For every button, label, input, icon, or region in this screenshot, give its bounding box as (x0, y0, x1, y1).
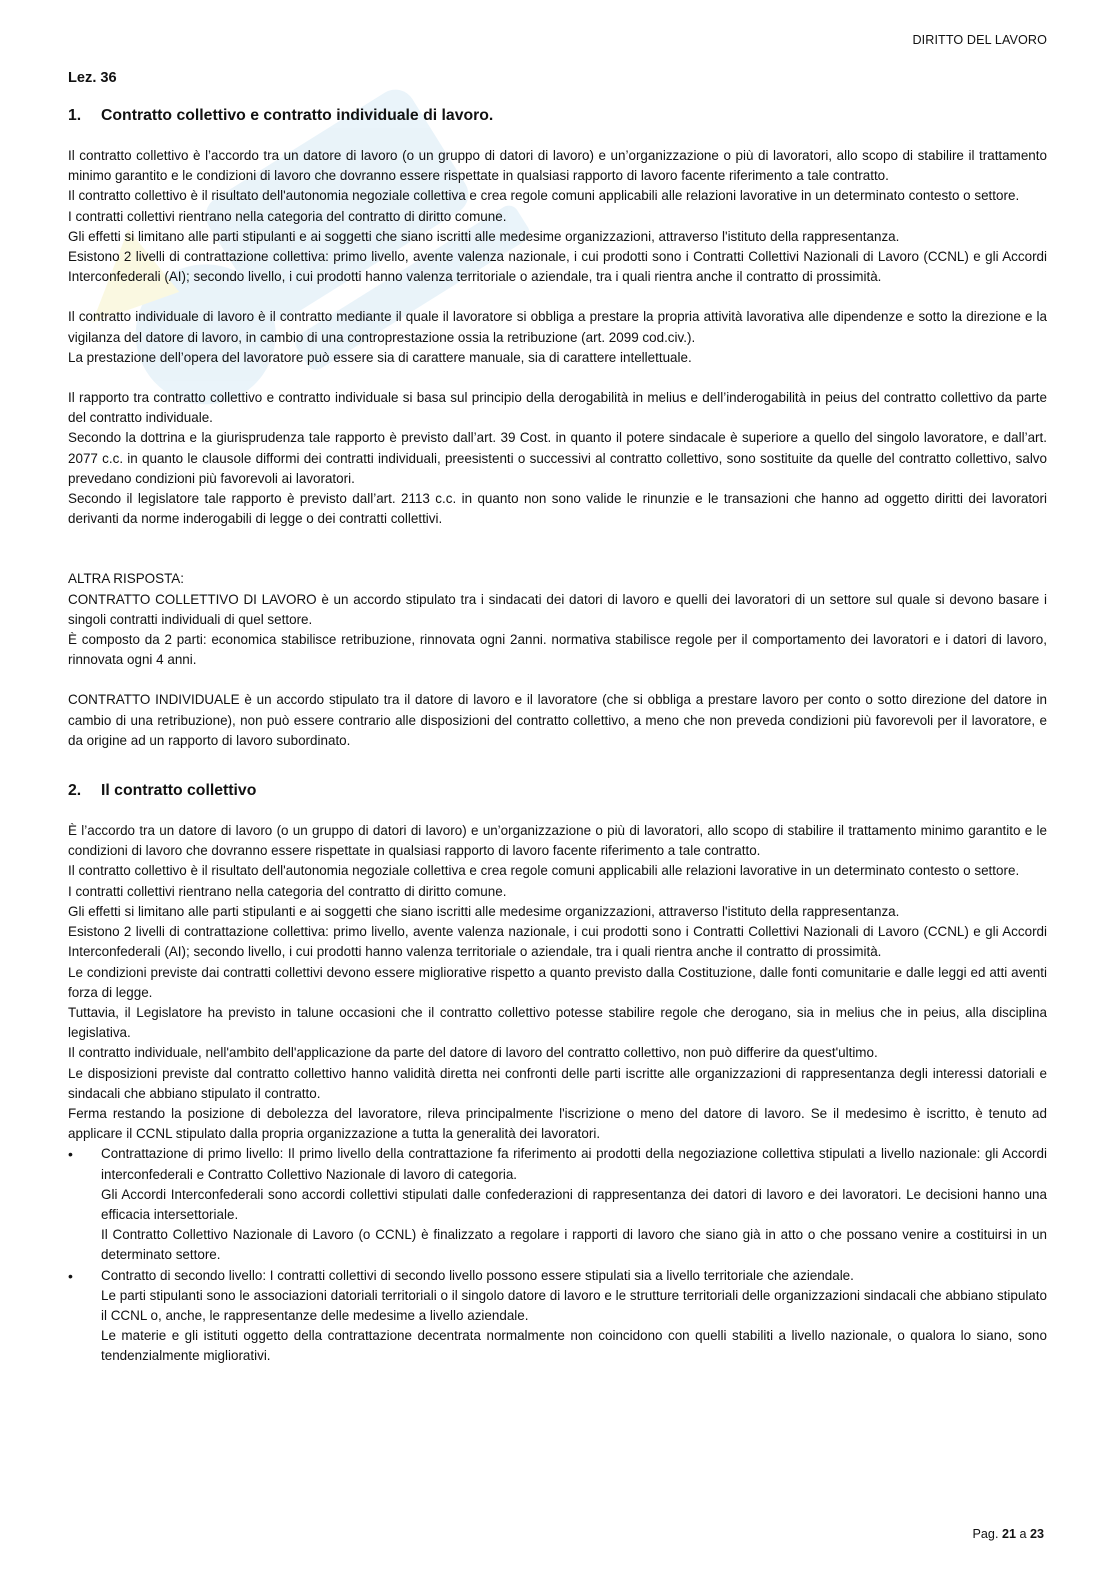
section-1-number: 1. (68, 107, 82, 124)
paragraph: Secondo la dottrina e la giurisprudenza tale rapporto è previsto dall’art. 39 Cost. in quanto il potere sindacale è superiore a quello del singolo lavoratore, e dall’art. 2077 c.c. in quanto le clausole difformi dei contratti individuali, preesistenti o successivi al contratto collettivo, sono sostituite da quelle del contratto collettivo, salvo prevedano condizioni più favorevoli ai lavoratori. (68, 430, 1047, 486)
list-item-text: • Contratto di secondo livello: I contratti collettivi di secondo livello possono essere stipulati sia a livello territoriale che aziendale. (101, 1267, 854, 1283)
section-1-heading (68, 106, 1047, 126)
document-body (68, 68, 1047, 1367)
page-separator: a (1019, 1527, 1027, 1541)
section-2-number: 2. (68, 782, 82, 800)
paragraph: Tuttavia, il Legislatore ha previsto in talune occasioni che il contratto collettivo potesse stabilire regole che derogano, sia in melius che in peius, alla disciplina legislativa. (68, 1004, 1047, 1041)
list-item-text: • Contrattazione di primo livello: Il primo livello della contrattazione fa riferimento ai prodotti della negoziazione collettiva stipulati a livello nazionale: gli Accordi interconfederali e Contratto Collettivo Nazionale di lavoro di categoria. (101, 1146, 1047, 1182)
page-total: 23 (1029, 1527, 1044, 1541)
section-2-heading (68, 781, 1047, 801)
paragraph: Le disposizioni previste dal contratto collettivo hanno validità diretta nei confronti delle parti iscritte alle organizzazioni di rappresentanza degli interessi datoriali e sindacali che abbiano stipulato il contratto. (68, 1065, 1047, 1101)
contract-levels-list (68, 1144, 1047, 1366)
section-1-title: Contratto collettivo e contratto individuale di lavoro. (101, 107, 494, 124)
list-item-text: Le materie e gli istituti oggetto della contrattazione decentrata normalmente non coincidono con quelli stabiliti a livello nazionale, o qualora lo siano, sono tendenzialmente migliorativi. (101, 1328, 1047, 1364)
paragraph: È composto da 2 parti: economica stabilisce retribuzione, rinnovata ogni 2anni. normativa stabilisce regole per il comportamento dei lavoratori e i datori di lavoro, rinnovata ogni 4 anni. (68, 632, 1047, 668)
list-item-text: Gli Accordi Interconfederali sono accordi collettivi stipulati dalle confederazioni di rappresentanza dei datori di lavoro e dei lavoratori. Le decisioni hanno una efficacia intersettoriale. (101, 1186, 1047, 1222)
list-item-text: Il Contratto Collettivo Nazionale di Lavoro (o CCNL) è finalizzato a regolare i rapporti di lavoro che siano già in atto o che possano venire a costituirsi in un determinato settore. (101, 1227, 1047, 1263)
list-item (68, 1144, 1047, 1265)
lesson-label: Lez. 36 (68, 70, 117, 86)
list-item-text: Le parti stipulanti sono le associazioni datoriali territoriali o il singolo datore di lavoro e le strutture territoriali delle organizzazioni sindacali che abbiano stipulato il CCNL o, anche, le rappresentanze delle medesime a livello aziendale. (101, 1287, 1047, 1323)
paragraph: Gli effetti si limitano alle parti stipulanti e ai soggetti che siano iscritti alle medesime organizzazioni, attraverso l'istituto della rappresentanza. (68, 228, 900, 244)
paragraph: I contratti collettivi rientrano nella categoria del contratto di diritto comune. (68, 208, 507, 224)
paragraph: Il contratto individuale di lavoro è il contratto mediante il quale il lavoratore si obbliga a prestare la propria attività lavorativa alle dipendenze e sotto la direzione e la vigilanza del datore di lavoro, in cambio di una controprestazione ossia la retribuzione (art. 2099 cod.civ.). (68, 309, 1047, 345)
paragraph: Ferma restando la posizione di debolezza del lavoratore, rileva principalmente l'iscrizione o meno del datore di lavoro. Se il medesimo è iscritto, è tenuto ad applicare il CCNL stipulato dalla propria organizzazione a tutta la generalità dei lavoratori. (68, 1105, 1047, 1142)
paragraph: Secondo il legislatore tale rapporto è previsto dall’art. 2113 c.c. in quanto non sono valide le rinunzie e le transazioni che hanno ad oggetto diritti dei lavoratori derivanti da norme inderogabili di legge o dei contratti collettivi. (68, 491, 1047, 527)
paragraph: È l’accordo tra un datore di lavoro (o un gruppo di datori di lavoro) e un’organizzazione o più di lavoratori, allo scopo di stabilire il trattamento minimo garantito e le condizioni di lavoro che dovranno essere rispettate in qualsiasi rapporto di lavoro facente riferimento a tale contratto. (68, 823, 1047, 859)
page-prefix: Pag. (972, 1527, 999, 1541)
paragraph: Il contratto collettivo è l’accordo tra un datore di lavoro (o un gruppo di datori di lavoro) e un’organizzazione o più di lavoratori, allo scopo di stabilire il trattamento minimo garantito e le condizioni di lavoro che dovranno essere rispettate in qualsiasi rapporto di lavoro facente riferimento a tale contratto. (68, 148, 1047, 184)
paragraph: CONTRATTO COLLETTIVO DI LAVORO è un accordo stipulato tra i sindacati dei datori di lavoro e quelli dei lavoratori di un settore sul quale si devono basare i singoli contratti individuali di quel settore. (68, 591, 1047, 627)
section-2-title: Il contratto collettivo (101, 782, 257, 800)
paragraph: Esistono 2 livelli di contrattazione collettiva: primo livello, avente valenza nazionale, i cui prodotti sono i Contratti Collettivi Nazionali di Lavoro (CCNL) e gli Accordi Interconfederali (AI); secondo livello, i cui prodotti hanno valenza territoriale o aziendale, tra i quali rientra anche il contratto di prossimità. (68, 249, 1047, 285)
alt-answer-label: ALTRA RISPOSTA: (68, 571, 184, 587)
page-header: DIRITTO DEL LAVORO (912, 33, 1047, 47)
paragraph: Esistono 2 livelli di contrattazione collettiva: primo livello, avente valenza nazionale, i cui prodotti sono i Contratti Collettivi Nazionali di Lavoro (CCNL) e gli Accordi Interconfederali (AI); secondo livello, i cui prodotti hanno valenza territoriale o aziendale, tra i quali rientra anche il contratto di prossimità. (68, 924, 1047, 960)
paragraph: La prestazione dell’opera del lavoratore può essere sia di carattere manuale, sia di carattere intellettuale. (68, 349, 692, 365)
paragraph: Il contratto collettivo è il risultato dell'autonomia negoziale collettiva e crea regole comuni applicabili alle relazioni lavorative in un determinato contesto o settore. (68, 188, 1020, 204)
paragraph: Gli effetti si limitano alle parti stipulanti e ai soggetti che siano iscritti alle medesime organizzazioni, attraverso l'istituto della rappresentanza. (68, 903, 900, 919)
paragraph: Il contratto individuale, nell'ambito dell'applicazione da parte del datore di lavoro del contratto collettivo, non può differire da quest'ultimo. (68, 1045, 878, 1061)
paragraph: I contratti collettivi rientrano nella categoria del contratto di diritto comune. (68, 883, 507, 899)
paragraph: Il rapporto tra contratto collettivo e contratto individuale si basa sul principio della derogabilità in melius e dell’inderogabilità in peius del contratto collettivo da parte del contratto individuale. (68, 390, 1047, 426)
list-item (68, 1266, 1047, 1367)
page-current: 21 (1001, 1527, 1016, 1541)
paragraph: Le condizioni previste dai contratti collettivi devono essere migliorative rispetto a quanto previsto dalla Costituzione, dalle fonti comunitarie e dalle leggi ed atti aventi forza di legge. (68, 964, 1047, 1000)
paragraph: Il contratto collettivo è il risultato dell'autonomia negoziale collettiva e crea regole comuni applicabili alle relazioni lavorative in un determinato contesto o settore. (68, 863, 1020, 879)
paragraph: CONTRATTO INDIVIDUALE è un accordo stipulato tra il datore di lavoro e il lavoratore (che si obbliga a prestare lavoro per conto o sotto direzione del datore in cambio di una retribuzione), non può essere contrario alle disposizioni del contratto collettivo, a meno che non preveda condizioni più favorevoli per il lavoratore, e da origine ad un rapporto di lavoro subordinato. (68, 692, 1047, 748)
page-footer (973, 1527, 1044, 1541)
